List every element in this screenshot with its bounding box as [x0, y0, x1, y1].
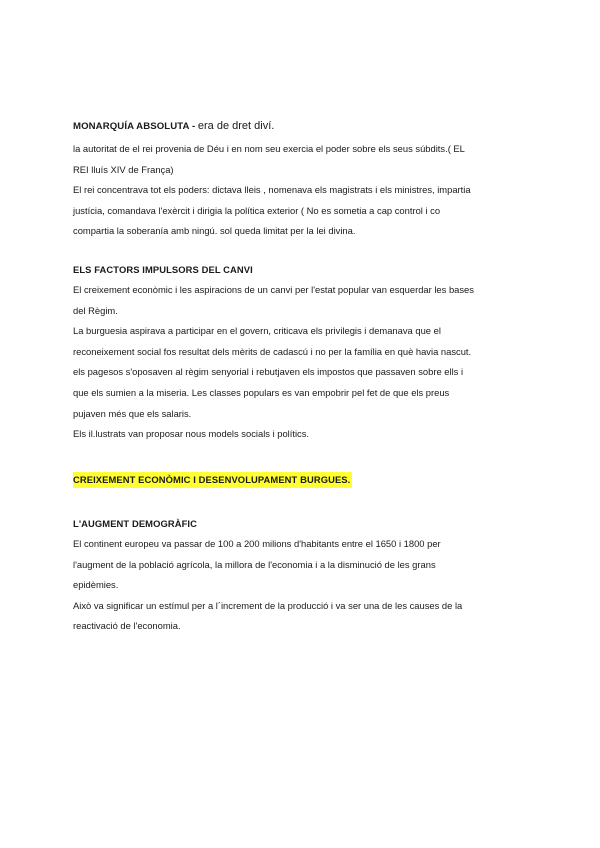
paragraph-line: El creixement econòmic i les aspiracions de un canvi per l'estat popular van esquerdar les bases: [73, 284, 474, 295]
paragraph-line: que els sumien a la miseria. Les classes populars es van empobrir pel fet de que els preus: [73, 386, 450, 398]
paragraph-line: REI lluís XIV de França): [73, 163, 174, 175]
paragraph-line: justícia, comandava l'exèrcit i dirigia la política exterior ( No es sometia a cap control i co: [73, 204, 441, 216]
section-absolute-monarchy: [73, 114, 533, 242]
paragraph-line: la autoritat de el rei provenia de Déu i en nom seu exercia el poder sobre els seus súbdits.( EL: [73, 143, 465, 154]
paragraph-line: reactivació de l'economia.: [73, 620, 181, 632]
section-change-factors: [73, 260, 533, 445]
section-heading-rest: era de dret diví.: [197, 120, 275, 132]
section-heading-line: [73, 470, 533, 491]
paragraph-line: els pagesos s'oposaven al règim senyorial i rebutjaven els impostos que passaven sobre ells i: [73, 366, 464, 378]
paragraph-line: La burguesia aspirava a participar en el govern, criticava els privilegis i demanava que el: [73, 325, 441, 337]
paragraph-line: Això va significar un estímul per a l´increment de la producció i va ser una de les causes de la: [73, 599, 463, 611]
paragraph-line: compartia la soberanía amb ningú. sol queda limitat per la lei divina.: [73, 225, 356, 237]
paragraph-line: l'augment de la població agrícola, la millora de l'economia i a la disminució de les grans: [73, 558, 436, 570]
paragraph-line: El rei concentrava tot els poders: dictava lleis , nomenava els magistrats i els ministres, impartia: [73, 184, 471, 196]
section-economic-growth: [73, 470, 533, 491]
paragraph-line: pujaven més que els salaris.: [73, 407, 192, 419]
highlighted-heading: CREIXEMENT ECONÒMIC I DESENVOLUPAMENT BURGUES.: [73, 472, 352, 488]
section-heading: ELS FACTORS IMPULSORS DEL CANVI: [73, 264, 253, 275]
paragraph-line: El continent europeu va passar de 100 a 200 milions d'habitants entre el 1650 i 1800 per: [73, 538, 441, 549]
paragraph-line: reconeixement social fos resultat dels mèrits de cadascú i no per la família en què havia nascut.: [73, 345, 472, 357]
section-heading: MONARQUÍA ABSOLUTA -: [73, 121, 196, 132]
section-demographic-growth: [73, 514, 533, 637]
paragraph-line: epidèmies.: [73, 579, 119, 591]
paragraph-line: del Règim.: [73, 304, 118, 316]
section-heading-line: [73, 114, 533, 139]
paragraph-line: Els il.lustrats van proposar nous models socials i polítics.: [73, 428, 310, 440]
section-heading: L'AUGMENT DEMOGRÀFIC: [73, 518, 198, 529]
